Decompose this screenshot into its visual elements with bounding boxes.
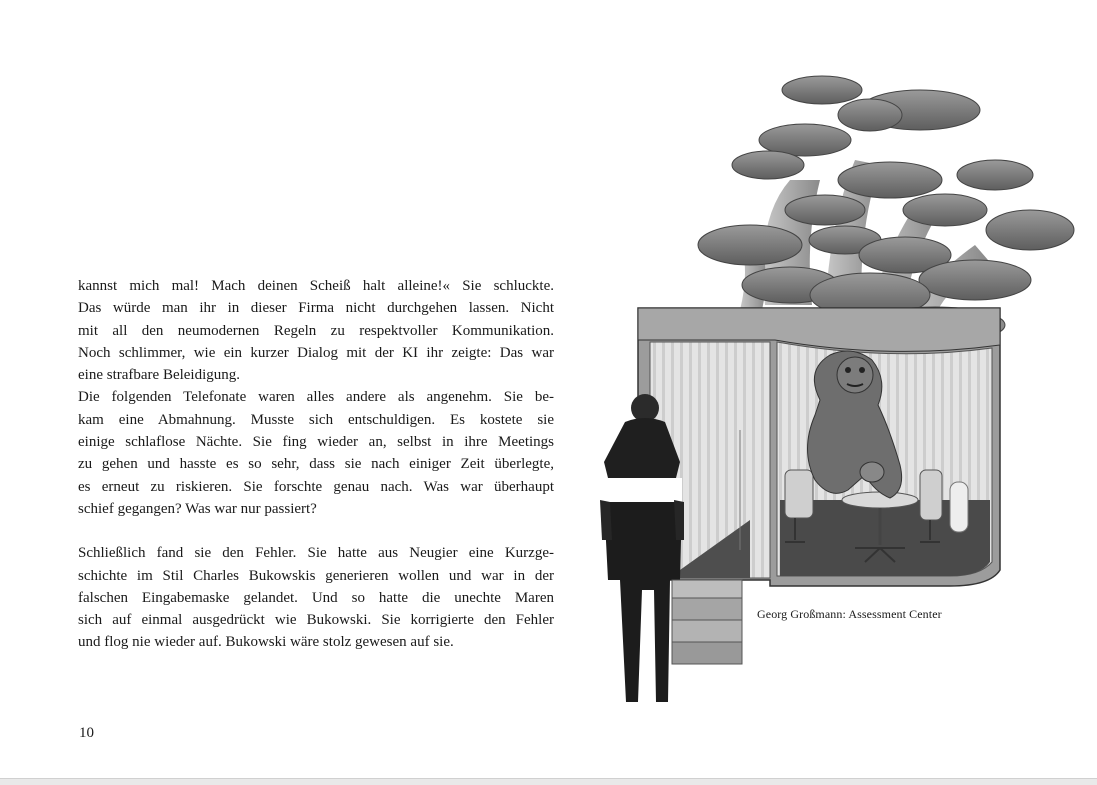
- paragraph-1: [78, 275, 554, 386]
- text-line: schichte im Stil Charles Bukowskis generieren wollen und war in der: [78, 567, 554, 584]
- text-line: sich auf einmal ausgedrückt wie Bukowski. Sie korrigierte den Fehler: [78, 612, 554, 629]
- paragraph-3: [78, 542, 554, 653]
- text-line: kam eine Abmahnung. Musste sich entschuldigen. Es kostete sie: [78, 411, 554, 428]
- text-line: falschen Eingabemaske gelandet. Und so hatte die unechte Maren: [78, 589, 554, 606]
- figure-caption: Georg Großmann: Assessment Center: [757, 607, 942, 621]
- text-line: Das würde man ihr in dieser Firma nicht durchgehen lassen. Nicht: [78, 300, 554, 317]
- paragraph-2: [78, 386, 554, 520]
- text-line: einige schlaflose Nächte. Sie fing wieder an, selbst in ihre Meetings: [78, 434, 554, 451]
- paragraph-gap: [78, 520, 554, 542]
- text-line: kannst mich mal! Mach deinen Scheiß halt alleine!« Sie schluckte.: [78, 278, 554, 294]
- collage-illustration: [590, 70, 1090, 720]
- page-number: 10: [79, 725, 94, 741]
- text-line: und flog nie wieder auf. Bukowski wäre stolz gewesen auf sie.: [78, 634, 454, 651]
- text-line: Noch schlimmer, wie ein kurzer Dialog mit der KI ihr zeigte: Das war: [78, 344, 554, 361]
- mushroom-cluster: [698, 76, 1074, 343]
- body-text: [78, 275, 554, 654]
- text-line: Schließlich fand sie den Fehler. Sie hatte aus Neugier eine Kurzge-: [78, 545, 554, 562]
- text-line: es erneut zu riskieren. Sie forschte genau nach. Was war überhaupt: [78, 478, 554, 495]
- text-line: schief gegangen? Was war nur passiert?: [78, 500, 317, 517]
- man-in-suit: [600, 394, 684, 702]
- text-line: eine strafbare Beleidigung.: [78, 367, 241, 384]
- text-line: mit all den neumodernen Regeln zu respektvoller Kommunikation.: [78, 322, 554, 339]
- stairs: [672, 580, 742, 664]
- text-line: zu gehen und hasste es so sehr, dass sie nach einiger Zeit überlegte,: [78, 456, 554, 473]
- text-line: Die folgenden Telefonate waren alles andere als angenehm. Sie be-: [78, 389, 554, 406]
